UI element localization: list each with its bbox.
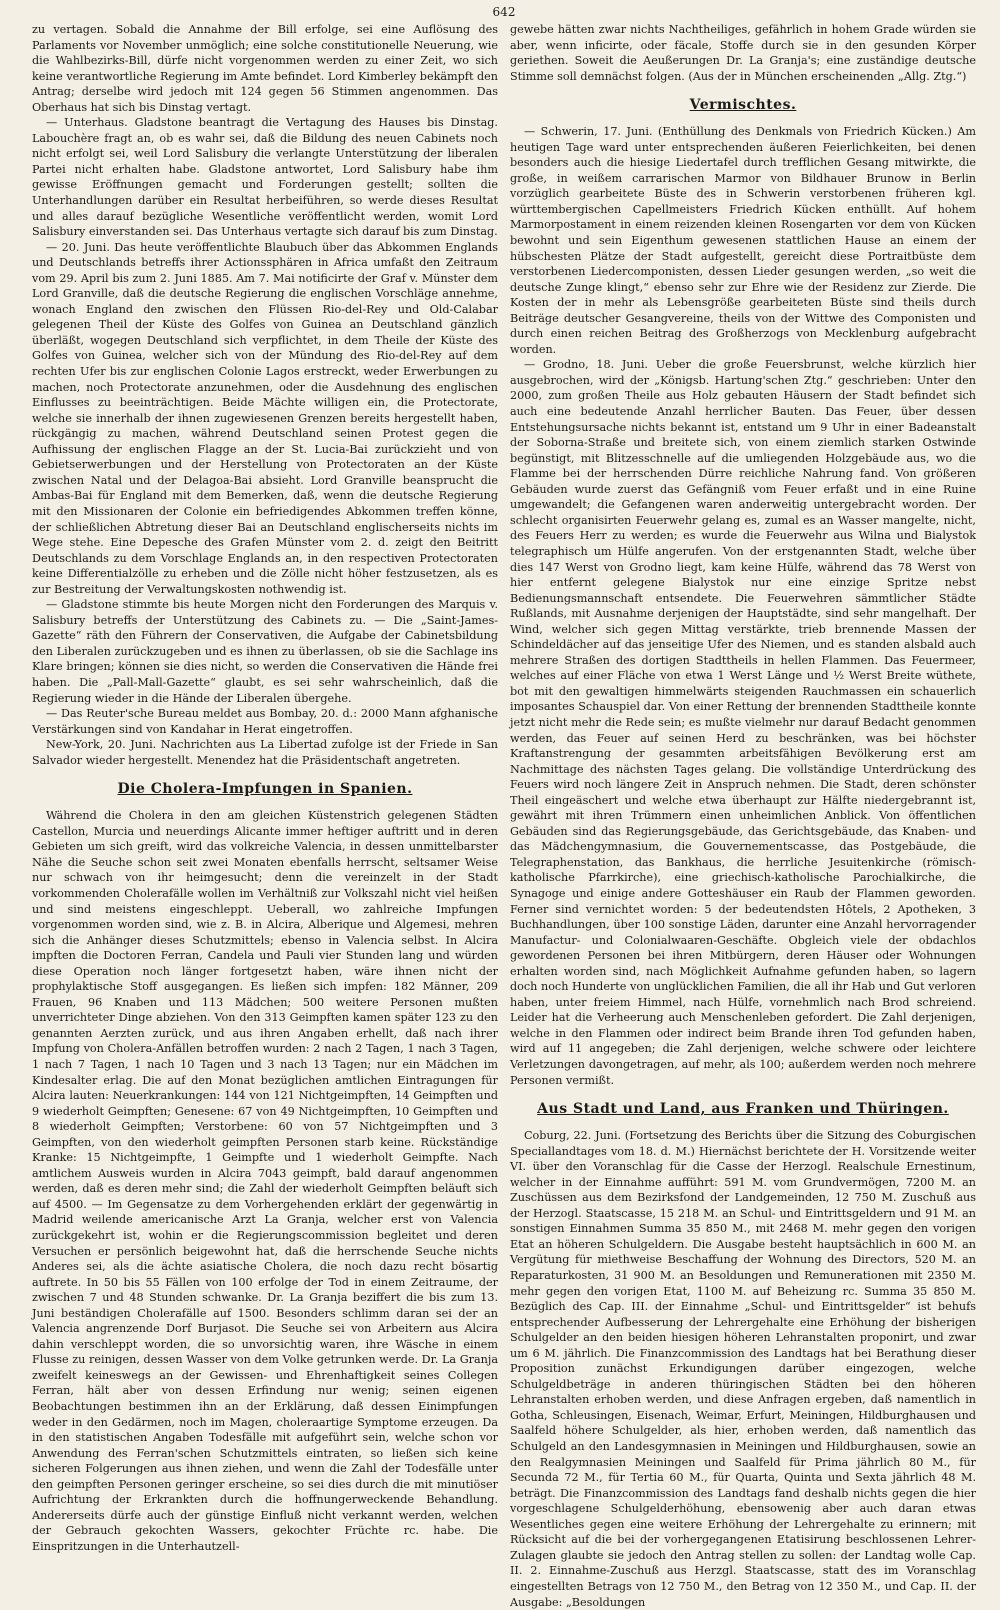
paragraph: — Das Reuter'sche Bureau meldet aus Bombay, 20. d.: 2000 Mann afghanische Verstärkungen sind von Kandahar in Herat eingetroffen. — [32, 707, 498, 736]
paragraph: — 20. Juni. Das heute veröffentlichte Blaubuch über das Abkommen Englands und Deutschlands betreffs ihrer Actionssphären in Africa umfaßt den Zeitraum vom 29. April bis zum 2. Juni 1885. Am 7. Mai notificirte der Graf v. Münster dem Lord Granville, daß die deutsche Regierung die englischen Vorschläge annehme, wonach England den zwischen den Flüssen Rio-del-Rey und Old-Calabar gelegenen Theil der Küste des Golfes von Guinea an Deutschland gänzlich überläßt, wogegen Deutschland sich verpflichtet, in dem Theile der Küste des Golfes von Guinea, welcher sich von der Mündung des Rio-del-Rey auf dem rechten Ufer bis zur englischen Colonie Lagos erstreckt, weder Erwerbungen zu machen, noch Protectorate anzunehmen, oder die Ausdehnung des englischen Einflusses zu beeinträchtigen. Beide Mächte willigen ein, die Protectorate, welche sie innerhalb der ihnen zugewiesenen Grenzen bereits hergestellt haben, rückgängig zu machen, während Deutschland seinen Protest gegen die Aufhissung der englischen Flagge an der St. Lucia-Bai zurückzieht und von Gebietserwerbungen und der Herstellung von Protectoraten an der Küste zwischen Natal und der Delagoa-Bai absieht. Lord Granville beansprucht die Ambas-Bai für England mit dem Bemerken, daß, wenn die deutsche Regierung mit den Missionaren der Colonie ein befriedigendes Abkommen treffen könne, der schließlichen Abtretung dieser Bai an Deutschland englischerseits nichts im Wege stehe. Eine Depesche des Grafen Münster vom 2. d. zeigt den Beitritt Deutschlands zu dem Vorschlage Englands an, in den respectiven Protectoraten keine Differentialzölle zu erheben und die Zölle nicht höher festzusetzen, als es zur Bestreitung der Verwaltungskosten nothwendig ist. — [32, 240, 498, 596]
section-heading-vermischtes: Vermischtes. — [689, 97, 797, 114]
section-heading-stadt-und-land: Aus Stadt und Land, aus Franken und Thüringen. — [537, 1101, 949, 1118]
paragraph: — Gladstone stimmte bis heute Morgen nicht den Forderungen des Marquis v. Salisbury betreffs der Unterstützung des Cabinets zu. — Die „Saint-James-Gazette“ räth den Führern der Conservativen, die Aufgabe der Cabinetsbildung den Liberalen zurückzugeben und es ihnen zu überlassen, ob sie die Sachlage ins Klare bringen; können sie dies nicht, so werden die Conservativen die Hände frei haben. Die „Pall-Mall-Gazette“ glaubt, es sei sehr wahrscheinlich, daß die Regierung wieder in die Hände der Liberalen übergehe. — [32, 598, 498, 705]
page-number: 642 — [492, 5, 516, 19]
paragraph: New-York, 20. Juni. Nachrichten aus La Libertad zufolge ist der Friede in San Salvador wieder hergestellt. Menendez hat die Präsidentschaft angetreten. — [32, 738, 498, 767]
paragraph: — Unterhaus. Gladstone beantragt die Vertagung des Hauses bis Dinstag. Labouchère fragt an, ob es wahr sei, daß die Bildung des neuen Cabinets noch nicht erfolgt sei, weil Lord Salisbury die verlangte Unterstützung der liberalen Partei nicht erhalten habe. Gladstone antwortet, Lord Salisbury habe ihm gewisse Eröffnungen gemacht und Forderungen gestellt; sollten die Unterhandlungen darüber ein Resultat herbeiführen, so werde dieses Resultat und alles darauf bezügliche Wesentliche veröffentlicht werden, womit Lord Salisbury einverstanden sei. Das Unterhaus vertagte sich darauf bis zum Dinstag. — [32, 116, 498, 239]
paragraph: Während die Cholera in den am gleichen Küstenstrich gelegenen Städten Castellon, Murcia und neuerdings Alicante immer heftiger auftritt und in deren Gebieten um sich greift, wird das volkreiche Valencia, in dessen unmittelbarster Nähe die Seuche schon seit zwei Monaten ebenfalls herrscht, seltsamer Weise nur schwach von ihr heimgesucht; denn die vereinzelt in der Stadt vorkommenden Cholerafälle wollen im Verhältniß zur Volkszahl nicht viel heißen und sind meistens eingeschleppt. Ueberall, wo zahlreiche Impfungen vorgenommen worden sind, wie z. B. in Alcira, Alberique und Algemesi, mehren sich die Anhänger dieses Schutzmittels; ebenso in Valencia selbst. In Alcira impften die Doctoren Ferran, Candela und Pauli vier Stunden lang und würden diese Operation noch länger fortgesetzt haben, wäre ihnen nicht der prophylaktische Stoff ausgegangen. Es ließen sich impfen: 182 Männer, 209 Frauen, 96 Knaben und 113 Mädchen; 500 weitere Personen mußten unverrichteter Dinge abziehen. Von den 313 Geimpften kamen später 123 zu den genannten Aerzten zurück, und aus ihren Angaben erhellt, daß nach ihrer Impfung von Cholera-Anfällen betroffen wurden: 2 nach 2 Tagen, 1 nach 3 Tagen, 1 nach 7 Tagen, 1 nach 10 Tagen und 3 nach 13 Tagen; nur ein Mädchen im Kindesalter erlag. Die auf den Monat bezüglichen amtlichen Eintragungen für Alcira lauten: Neuerkrankungen: 144 von 121 Nichtgeimpften, 14 Geimpften und 9 wiederholt Geimpften; Genesene: 67 von 49 Nichtgeimpften, 10 Geimpften und 8 wiederholt Geimpften; Verstorbene: 60 von 57 Nichtgeimpften und 3 Geimpften, von den wiederholt geimpften Personen starb keine. Rückständige Kranke: 15 Nichtgeimpfte, 1 Geimpfte und 1 wiederholt Geimpfte. Nach amtlichem Ausweis wurden in Alcira 7043 geimpft, bald darauf angenommen werden, daß es deren mehr sind; die Zahl der wiederholt Geimpften beläuft sich auf 4500. — Im Gegensatze zu dem Vorhergehenden erklärt der gegenwärtig in Madrid weilende americanische Arzt La Granja, welcher erst von Valencia zurückgekehrt ist, wohin er die Regierungscommission begleitet und deren Versuchen er persönlich beigewohnt hat, daß die herrschende Seuche nichts Anderes sei, als die ächte asiatische Cholera, die noch dazu recht bösartig auftrete. In 50 bis 55 Fällen von 100 erfolge der Tod in einem Zeitraume, der zwischen 7 und 48 Stunden schwanke. Dr. La Granja beziffert die bis zum 13. Juni beständigen Cholerafälle auf 1500. Besonders schlimm daran sei der an Valencia angrenzende Dorf Burjasot. Die Seuche sei von Arbeitern aus Alcira dahin verschleppt worden, die so unvorsichtig waren, ihre Wäsche in einem Flusse zu reinigen, dessen Wasser von dem Volke getrunken werde. Dr. La Granja zweifelt keineswegs an der Gewissen- und Ehrenhaftigkeit seines Collegen Ferran, hält aber von dessen Erfindung nur wenig; seinen eigenen Beobachtungen bestimmen ihn an der Erklärung, daß dessen Einimpfungen weder in den Gedärmen, noch im Magen, choleraartige Symptome erzeugen. Da in den statistischen Angaben Todesfälle mit aufgeführt sein, welche schon vor Anwendung des Ferran'schen Schutzmittels eintraten, so ließen sich keine sicheren Folgerungen aus ihnen ziehen, und wenn die Zahl der Todesfälle unter den geimpften Personen geringer erscheine, so sei dies durch die mit minutiöser Aufrichtung der Erkrankten durch die hoffnungerweckende Behandlung. Andererseits dürfe auch der günstige Einfluß nicht verkannt werden, welchen der Gebrauch gekochten Wassers, gekochter Früchte rc. habe. Die Einspritzungen in die Unterhautzell- — [32, 809, 498, 1553]
left-column — [32, 22, 498, 1610]
paragraph: — Schwerin, 17. Juni. (Enthüllung des Denkmals von Friedrich Kücken.) Am heutigen Tage ward unter entsprechenden äußeren Feierlichkeiten, bei denen besonders auch die hiesige Liedertafel durch trefflichen Gesang mitwirkte, die große, in weißem carrarischen Marmor von Bildhauer Brunow in Berlin vorzüglich gearbeitete Büste des in Schwerin verstorbenen früheren kgl. württembergischen Capellmeisters Friedrich Kücken enthüllt. Auf hohem Marmorpostament in einem reizenden kleinen Rosengarten vor dem von Kücken bewohnt und sein Eigenthum gewesenen stattlichen Hause an einem der hübschesten Plätze der Stadt aufgestellt, gereicht diese Portraitbüste dem verstorbenen Liedercomponisten, dessen Lieder gesungen werden, „so weit die deutsche Zunge klingt,“ ebenso sehr zur Ehre wie der Residenz zur Zierde. Die Kosten der in mehr als Lebensgröße gearbeiteten Büste sind theils durch Beiträge deutscher Gesangvereine, theils von der Wittwe des Componisten und durch einen reichen Beitrag des Großherzogs von Mecklenburg aufgebracht worden. — [510, 125, 976, 356]
right-column — [510, 22, 976, 1610]
paragraph: zu vertagen. Sobald die Annahme der Bill erfolge, sei eine Auflösung des Parlaments vor November unmöglich; eine solche constitutionelle Neuerung, wie die Wahlbezirks-Bill, dürfe nicht vorgenommen werden zu einer Zeit, wo sich keine verantwortliche Regierung im Amte befindet. Lord Kimberley bekämpft den Antrag; derselbe wird jedoch mit 124 gegen 56 Stimmen angenommen. Das Oberhaus hat sich bis Dinstag vertagt. — [32, 23, 498, 114]
paragraph: gewebe hätten zwar nichts Nachtheiliges, gefährlich in hohem Grade würden sie aber, wenn inficirte, oder fäcale, Stoffe durch sie in den gesunden Körper geriethen. Soweit die Aeußerungen Dr. La Granja's; eine zuständige deutsche Stimme soll demnächst folgen. (Aus der in München erscheinenden „Allg. Ztg.“) — [510, 23, 976, 83]
paragraph: — Grodno, 18. Juni. Ueber die große Feuersbrunst, welche kürzlich hier ausgebrochen, wird der „Königsb. Hartung'schen Ztg.“ geschrieben: Unter den 2000, zum großen Theile aus Holz gebauten Häusern der Stadt befindet sich auch eine bedeutende Anzahl herrlicher Bauten. Das Feuer, über dessen Entstehungsursache nichts bekannt ist, entstand um 9 Uhr in einer Badeanstalt der Soborna-Straße und breitete sich, von einem ziemlich starken Ostwinde begünstigt, mit Blitzesschnelle auf die umliegenden Holzgebäude aus, wo die Flamme bei der herrschenden Dürre reichliche Nahrung fand. Von größeren Gebäuden wurde zuerst das Gefängniß vom Feuer erfaßt und in eine Ruine umgewandelt; die Gefangenen waren anderweitig untergebracht worden. Der schlecht organisirten Feuerwehr gelang es, zumal es an Wasser mangelte, nicht, des Feuers Herr zu werden; es wurde die Feuerwehr aus Wilna und Bialystok telegraphisch um Hülfe angerufen. Von der erstgenannten Stadt, welche über dies 147 Werst von Grodno liegt, kam keine Hülfe, während das 78 Werst von hier entfernt gelegene Bialystok nur eine einzige Spritze nebst Bedienungsmannschaft entsendete. Die Feuerwehren sämmtlicher Städte Rußlands, mit Ausnahme derjenigen der Hauptstädte, sind sehr mangelhaft. Der Wind, welcher sich gegen Mittag verstärkte, trieb brennende Massen der Schindeldächer auf das jenseitige Ufer des Niemen, und es standen alsbald auch mehrere Straßen des dortigen Stadttheils in hellen Flammen. Das Feuermeer, welches auf einer Fläche von etwa 1 Werst Länge und ½ Werst Breite wüthete, bot mit den gewaltigen himmelwärts steigenden Rauchmassen ein schauerlich imposantes Schauspiel dar. Von einer Rettung der brennenden Stadttheile konnte jetzt nicht mehr die Rede sein; es mußte vielmehr nur darauf Bedacht genommen werden, das Feuer auf seinen Herd zu beschränken, was bei höchster Kraftanstrengung der gesammten arbeitsfähigen Bevölkerung erst am Nachmittage des nächsten Tages gelang. Die vollständige Unterdrückung des Feuers wird noch längere Zeit in Anspruch nehmen. Die Stadt, deren schönster Theil eingeäschert und welche etwa überhaupt zur Hälfte niedergebrannt ist, gewährt mit ihren Trümmern einen unheimlichen Anblick. Von öffentlichen Gebäuden sind das Regierungsgebäude, das Gerichtsgebäude, das Knaben- und das Mädchengymnasium, die Gouvernementscasse, das Postgebäude, die Telegraphenstation, das Bankhaus, die herrliche Jesuitenkirche (römisch-katholische Pfarrkirche), eine griechisch-katholische Parochialkirche, die Synagoge und einige andere Gotteshäuser ein Raub der Flammen geworden. Ferner sind vernichtet worden: 5 der bedeutendsten Hôtels, 2 Apotheken, 3 Buchhandlungen, über 100 sonstige Läden, darunter eine Anzahl hervorragender Manufactur- und Colonialwaaren-Geschäfte. Obgleich viele der obdachlos gewordenen Personen bei ihren Mitbürgern, deren Häuser oder Wohnungen erhalten worden sind, nach Möglichkeit Aufnahme gefunden haben, so lagern doch noch Hunderte von unglücklichen Familien, die all ihr Hab und Gut verloren haben, unter freiem Himmel, nach Hülfe, vornehmlich nach Brod schreiend. Leider hat die Verheerung auch Menschenleben gefordert. Die Zahl derjenigen, welche in den Flammen oder indirect beim Brande ihren Tod gefunden haben, wird auf 11 angegeben; die Zahl derjenigen, welche schwere oder leichtere Verletzungen davongetragen, auf mehr, als 100; außerdem werden noch mehrere Personen vermißt. — [510, 358, 976, 1087]
section-heading-cholera: Die Cholera-Impfungen in Spanien. — [117, 781, 413, 798]
text-columns — [32, 22, 976, 1610]
paragraph: Coburg, 22. Juni. (Fortsetzung des Berichts über die Sitzung des Coburgischen Speciallandtages vom 18. d. M.) Hiernächst berichtete der H. Vorsitzende weiter VI. über den Voranschlag für die Casse der Herzogl. Realschule Ernestinum, welcher in der Einnahme aufführt: 591 M. vom Grundvermögen, 7200 M. an Zuschüssen aus dem Bezirksfond der Landgemeinden, 12 750 M. Zuschuß aus der Herzogl. Staatscasse, 15 218 M. an Schul- und Eintrittsgeldern und 91 M. an sonstigen Einnahmen Summa 35 850 M., mit 2468 M. mehr gegen den vorigen Etat an höheren Schulgeldern. Die Ausgabe besteht hauptsächlich in 600 M. an Vergütung für miethweise Beschaffung der Wohnung des Directors, 520 M. an Reparaturkosten, 31 900 M. an Besoldungen und Remunerationen mit 2350 M. mehr gegen den vorigen Etat, 1100 M. auf Beheizung rc. Summa 35 850 M. Bezüglich des Cap. III. der Einnahme „Schul- und Eintrittsgelder“ ist behufs entsprechender Aufbesserung der Lehrergehalte eine Erhöhung der bisherigen Schulgelder an den beiden hiesigen höheren Lehranstalten proponirt, und zwar um 6 M. jährlich. Die Finanzcommission des Landtags hat bei Berathung dieser Proposition zunächst Erkundigungen darüber eingezogen, welche Schulgeldbeträge in anderen thüringischen Städten bei den höheren Lehranstalten erhoben werden, und diese Anfragen ergeben, daß namentlich in Gotha, Schleusingen, Eisenach, Weimar, Erfurt, Meiningen, Hildburghausen und Saalfeld höhere Schulgelder, als hier, erhoben werden, daß namentlich das Schulgeld an den Landesgymnasien in Meiningen und Hildburghausen, sowie an den Realgymnasien Meiningen und Saalfeld für Prima jährlich 80 M., für Secunda 72 M., für Tertia 60 M., für Quarta, Quinta und Sexta jährlich 48 M. beträgt. Die Finanzcommission des Landtags fand deshalb nichts gegen die hier vorgeschlagene Schulgelderhöhung, ebensowenig aber auch daran etwas Wesentliches gegen eine weitere Erhöhung der Lehrergehalte zu erinnern; mit Rücksicht auf die bei der vorhergegangenen Etatisirung beschlossenen Lehrer-Zulagen glaubte sie jedoch den Antrag stellen zu sollen: der Landtag wolle Cap. II. 2. Einnahme-Zuschuß aus Herzgl. Staatscasse, statt des im Voranschlag eingestellten Betrags von 12 750 M., den Betrag von 12 350 M., und Cap. II. der Ausgabe: „Besoldungen — [510, 1129, 976, 1609]
